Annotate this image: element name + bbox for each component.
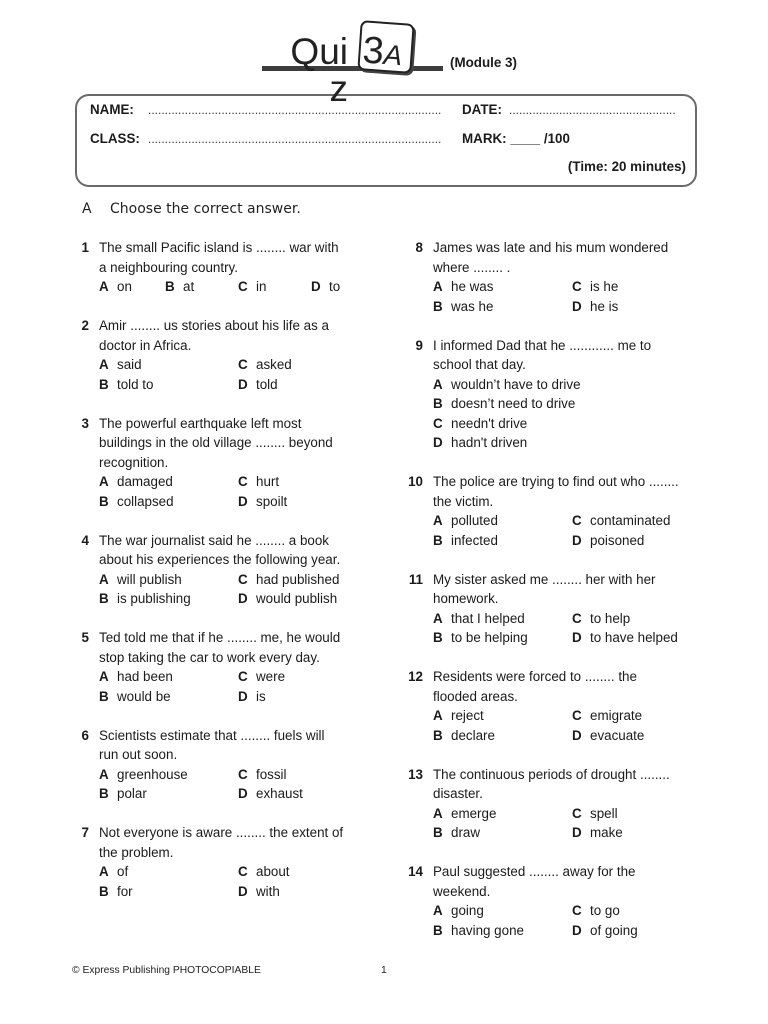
option-text: is publishing: [117, 591, 191, 606]
option-text: to go: [590, 903, 620, 918]
option-d: [572, 921, 711, 941]
options-row: [433, 375, 729, 395]
question-text: the victim.: [433, 493, 494, 509]
options-row: [99, 589, 365, 609]
option-text: at: [183, 279, 195, 294]
question-number: 11: [408, 571, 423, 587]
options-row: [433, 901, 729, 921]
question-6: [65, 726, 365, 804]
option-text: hadn't driven: [451, 435, 528, 450]
option-c: [238, 472, 377, 492]
option-letter: C: [238, 357, 248, 372]
option-a: [433, 609, 572, 629]
question-3: [65, 414, 365, 512]
option-letter: A: [433, 903, 443, 918]
option-c: [572, 804, 711, 824]
question-13: [399, 765, 729, 843]
option-c: [238, 277, 311, 297]
option-b: [433, 297, 572, 317]
option-text: he was: [451, 279, 494, 294]
option-text: in: [256, 279, 267, 294]
option-b: [433, 921, 572, 941]
question-text: weekend.: [433, 883, 491, 899]
option-letter: D: [311, 279, 321, 294]
option-text: reject: [451, 708, 484, 723]
option-a: [433, 706, 572, 726]
option-text: spoilt: [256, 493, 288, 509]
questions-left-column: [65, 238, 365, 921]
option-b: [99, 784, 238, 804]
option-letter: A: [99, 766, 109, 782]
option-letter: B: [165, 279, 175, 294]
option-letter: C: [238, 279, 248, 294]
option-text: for: [117, 883, 133, 899]
question-12: [399, 667, 729, 745]
option-text: collapsed: [117, 493, 174, 509]
options-row: [433, 297, 729, 317]
question-text: Ted told me that if he ........ me, he would: [99, 630, 341, 645]
option-text: would publish: [256, 591, 338, 606]
option-letter: B: [99, 688, 109, 704]
quiz-title: Quiz: [290, 31, 348, 109]
option-d: [572, 823, 711, 843]
option-c: [572, 277, 711, 297]
name-label: NAME:: [90, 102, 134, 117]
options-row: [99, 492, 365, 512]
date-dots: ..................................................: [509, 103, 676, 117]
option-text: polluted: [451, 513, 498, 528]
option-c: [238, 667, 377, 687]
page-number: 1: [381, 965, 387, 976]
question-number: 6: [81, 727, 89, 743]
option-text: needn't drive: [451, 415, 528, 431]
option-c: [238, 355, 377, 375]
option-text: is he: [590, 279, 619, 294]
option-text: contaminated: [590, 513, 671, 528]
options-row: [433, 804, 729, 824]
options-row: [99, 375, 365, 395]
option-letter: C: [572, 279, 582, 294]
options-row: [99, 687, 365, 707]
option-letter: B: [433, 298, 443, 314]
option-text: were: [256, 669, 286, 684]
option-text: told: [256, 376, 278, 392]
question-text: homework.: [433, 591, 499, 606]
question-text: Amir ........ us stories about his life as a: [99, 318, 329, 333]
options-row: [99, 784, 365, 804]
option-text: evacuate: [590, 727, 645, 743]
option-letter: C: [238, 864, 248, 879]
question-text: doctor in Africa.: [99, 337, 192, 353]
question-text: Not everyone is aware ........ the extent of: [99, 825, 344, 840]
option-text: polar: [117, 786, 147, 801]
option-letter: D: [572, 825, 582, 840]
question-number: 9: [415, 337, 423, 353]
options-row: [433, 531, 729, 551]
question-number: 12: [408, 669, 423, 684]
option-text: wouldn’t have to drive: [451, 376, 581, 392]
option-b: [433, 726, 572, 746]
options-row: [433, 921, 729, 941]
option-d: [238, 784, 377, 804]
option-letter: D: [572, 922, 582, 938]
option-c: [572, 901, 711, 921]
question-4: [65, 531, 365, 609]
option-letter: C: [572, 610, 582, 626]
option-a: [433, 277, 572, 297]
option-letter: D: [572, 630, 582, 645]
options-row: [433, 414, 729, 434]
question-text: The war journalist said he ........ a book: [99, 532, 329, 548]
option-c: [238, 862, 377, 882]
option-letter: A: [99, 571, 109, 587]
option-a: [99, 355, 238, 375]
question-number: 14: [408, 864, 423, 879]
question-number: 10: [408, 474, 423, 489]
time-limit: (Time: 20 minutes): [567, 159, 686, 174]
option-b: [433, 531, 572, 551]
option-letter: C: [238, 571, 248, 587]
option-letter: C: [238, 766, 248, 782]
question-number: 3: [81, 415, 89, 431]
option-text: to help: [590, 610, 631, 626]
option-b: [99, 492, 238, 512]
option-letter: A: [99, 357, 109, 372]
question-text: a neighbouring country.: [99, 259, 238, 275]
option-text: to have helped: [590, 630, 678, 645]
option-letter: A: [433, 279, 443, 294]
option-d: [572, 628, 711, 648]
option-letter: A: [99, 864, 109, 879]
option-text: greenhouse: [117, 766, 188, 782]
badge-letter: A: [382, 38, 404, 72]
options-row: [99, 277, 365, 297]
options-row: [99, 667, 365, 687]
question-9: [399, 336, 729, 453]
option-text: make: [590, 825, 623, 840]
option-text: had published: [256, 571, 340, 587]
question-5: [65, 628, 365, 706]
option-letter: D: [572, 532, 582, 548]
option-text: said: [117, 357, 142, 372]
option-letter: B: [433, 396, 443, 411]
option-c: [238, 765, 377, 785]
option-letter: B: [99, 786, 109, 801]
module-label: (Module 3): [450, 55, 517, 70]
option-letter: C: [433, 415, 443, 431]
option-letter: D: [238, 883, 248, 899]
question-14: [399, 862, 729, 940]
option-text: poisoned: [590, 532, 645, 548]
option-letter: B: [99, 493, 109, 509]
option-letter: D: [238, 591, 248, 606]
option-text: would be: [117, 688, 171, 704]
question-11: [399, 570, 729, 648]
class-label: CLASS:: [90, 131, 140, 146]
option-letter: A: [433, 610, 443, 626]
option-d: [238, 687, 377, 707]
option-letter: D: [238, 688, 248, 704]
option-b: [99, 375, 238, 395]
question-text: James was late and his mum wondered: [433, 240, 669, 255]
options-row: [433, 706, 729, 726]
option-b: [99, 882, 238, 902]
option-b: [433, 823, 572, 843]
option-letter: D: [238, 376, 248, 392]
question-text: school that day.: [433, 357, 526, 372]
option-letter: D: [238, 493, 248, 509]
option-a: [99, 570, 238, 590]
option-text: is: [256, 688, 266, 704]
question-text: disaster.: [433, 786, 483, 801]
option-letter: B: [433, 825, 443, 840]
option-text: to be helping: [451, 630, 528, 645]
option-d: [572, 726, 711, 746]
option-d: [238, 882, 377, 902]
option-d: [238, 492, 377, 512]
option-letter: A: [99, 279, 109, 294]
option-letter: B: [433, 532, 443, 548]
question-text: Residents were forced to ........ the: [433, 669, 637, 684]
question-text: about his experiences the following year.: [99, 552, 341, 567]
option-c: [238, 570, 377, 590]
option-a: [99, 277, 165, 297]
option-c: [433, 414, 527, 434]
option-text: damaged: [117, 474, 173, 489]
option-letter: B: [433, 630, 443, 645]
date-label: DATE:: [462, 102, 502, 117]
option-text: told to: [117, 376, 154, 392]
option-text: emerge: [451, 805, 497, 821]
option-d: [572, 297, 711, 317]
badge-number: 3: [361, 29, 386, 73]
question-text: The police are trying to find out who ........: [433, 474, 679, 489]
option-letter: B: [433, 727, 443, 743]
option-text: about: [256, 864, 290, 879]
option-c: [572, 706, 711, 726]
question-text: The powerful earthquake left most: [99, 415, 302, 431]
option-b: [99, 687, 238, 707]
options-row: [99, 862, 365, 882]
option-letter: A: [433, 805, 443, 821]
option-text: hurt: [256, 474, 280, 489]
question-text: stop taking the car to work every day.: [99, 649, 320, 665]
question-number: 8: [415, 240, 423, 255]
questions-right-column: [399, 238, 729, 960]
question-number: 7: [81, 825, 89, 840]
option-a: [433, 804, 572, 824]
options-row: [433, 609, 729, 629]
option-text: will publish: [117, 571, 182, 587]
question-7: [65, 823, 365, 901]
option-b: [433, 394, 575, 414]
class-dots: ........................................................................................: [148, 132, 442, 146]
option-text: was he: [451, 298, 494, 314]
option-a: [99, 862, 238, 882]
question-text: Paul suggested ........ away for the: [433, 864, 636, 879]
question-text: the problem.: [99, 844, 174, 860]
option-text: declare: [451, 727, 495, 743]
option-text: he is: [590, 298, 619, 314]
section-instruction: Choose the correct answer.: [110, 201, 301, 217]
option-text: doesn’t need to drive: [451, 396, 576, 411]
option-letter: C: [572, 708, 582, 723]
question-text: flooded areas.: [433, 688, 518, 704]
option-b: [165, 277, 238, 297]
option-letter: B: [99, 591, 109, 606]
option-letter: C: [238, 669, 248, 684]
question-number: 2: [81, 318, 89, 333]
option-text: to: [329, 279, 341, 294]
option-a: [99, 765, 238, 785]
option-text: having gone: [451, 922, 524, 938]
option-letter: D: [433, 435, 443, 450]
options-row: [433, 277, 729, 297]
options-row: [433, 511, 729, 531]
mark-label: MARK: ____ /100: [462, 131, 570, 146]
option-text: of: [117, 864, 129, 879]
option-d: [238, 589, 377, 609]
options-row: [433, 394, 729, 414]
option-a: [433, 511, 572, 531]
question-text: My sister asked me ........ her with her: [433, 571, 656, 587]
option-text: that I helped: [451, 610, 525, 626]
option-text: fossil: [256, 766, 287, 782]
option-letter: C: [238, 474, 248, 489]
option-text: exhaust: [256, 786, 303, 801]
question-text: Scientists estimate that ........ fuels will: [99, 727, 325, 743]
options-row: [99, 570, 365, 590]
options-row: [433, 433, 729, 453]
question-text: The small Pacific island is ........ war with: [99, 240, 339, 255]
option-c: [572, 609, 711, 629]
option-letter: A: [433, 513, 443, 528]
option-a: [433, 901, 572, 921]
option-a: [99, 472, 238, 492]
question-8: [399, 238, 729, 316]
options-row: [433, 726, 729, 746]
options-row: [433, 628, 729, 648]
option-letter: D: [572, 298, 582, 314]
copyright-notice: © Express Publishing PHOTOCOPIABLE: [72, 965, 261, 976]
option-d: [433, 433, 527, 453]
option-text: spell: [590, 805, 618, 821]
question-1: [65, 238, 365, 297]
option-c: [572, 511, 711, 531]
option-text: draw: [451, 825, 481, 840]
question-number: 1: [81, 240, 89, 255]
option-text: on: [117, 279, 132, 294]
option-text: emigrate: [590, 708, 643, 723]
question-number: 13: [408, 766, 423, 782]
options-row: [99, 765, 365, 785]
options-row: [99, 355, 365, 375]
option-letter: A: [99, 669, 109, 684]
question-text: I informed Dad that he ............ me to: [433, 337, 652, 353]
options-row: [99, 472, 365, 492]
quiz-number-badge: [357, 20, 414, 74]
option-letter: B: [99, 883, 109, 899]
question-text: The continuous periods of drought ........: [433, 766, 670, 782]
section-letter: A: [82, 201, 92, 217]
name-dots: ........................................................................................: [148, 103, 442, 117]
option-letter: C: [572, 805, 582, 821]
option-a: [99, 667, 238, 687]
option-letter: B: [433, 922, 443, 938]
question-number: 5: [81, 630, 89, 645]
option-letter: B: [99, 376, 109, 392]
option-d: [238, 375, 377, 395]
question-text: run out soon.: [99, 747, 178, 762]
option-text: infected: [451, 532, 498, 548]
option-text: asked: [256, 357, 292, 372]
option-b: [433, 628, 572, 648]
option-a: [433, 375, 581, 395]
question-10: [399, 472, 729, 550]
option-d: [572, 531, 711, 551]
option-letter: C: [572, 513, 582, 528]
option-letter: D: [238, 786, 248, 801]
options-row: [99, 882, 365, 902]
option-text: with: [256, 883, 280, 899]
option-letter: D: [572, 727, 582, 743]
question-number: 4: [81, 532, 89, 548]
question-2: [65, 316, 365, 394]
option-letter: A: [99, 474, 109, 489]
option-d: [311, 277, 340, 297]
question-text: recognition.: [99, 454, 169, 470]
option-text: going: [451, 903, 484, 918]
option-letter: A: [433, 376, 443, 392]
options-row: [433, 823, 729, 843]
question-text: where ........ .: [433, 259, 511, 275]
option-letter: C: [572, 903, 582, 918]
option-text: of going: [590, 922, 638, 938]
question-text: buildings in the old village ........ beyond: [99, 435, 333, 450]
option-letter: A: [433, 708, 443, 723]
option-b: [99, 589, 238, 609]
option-text: had been: [117, 669, 173, 684]
